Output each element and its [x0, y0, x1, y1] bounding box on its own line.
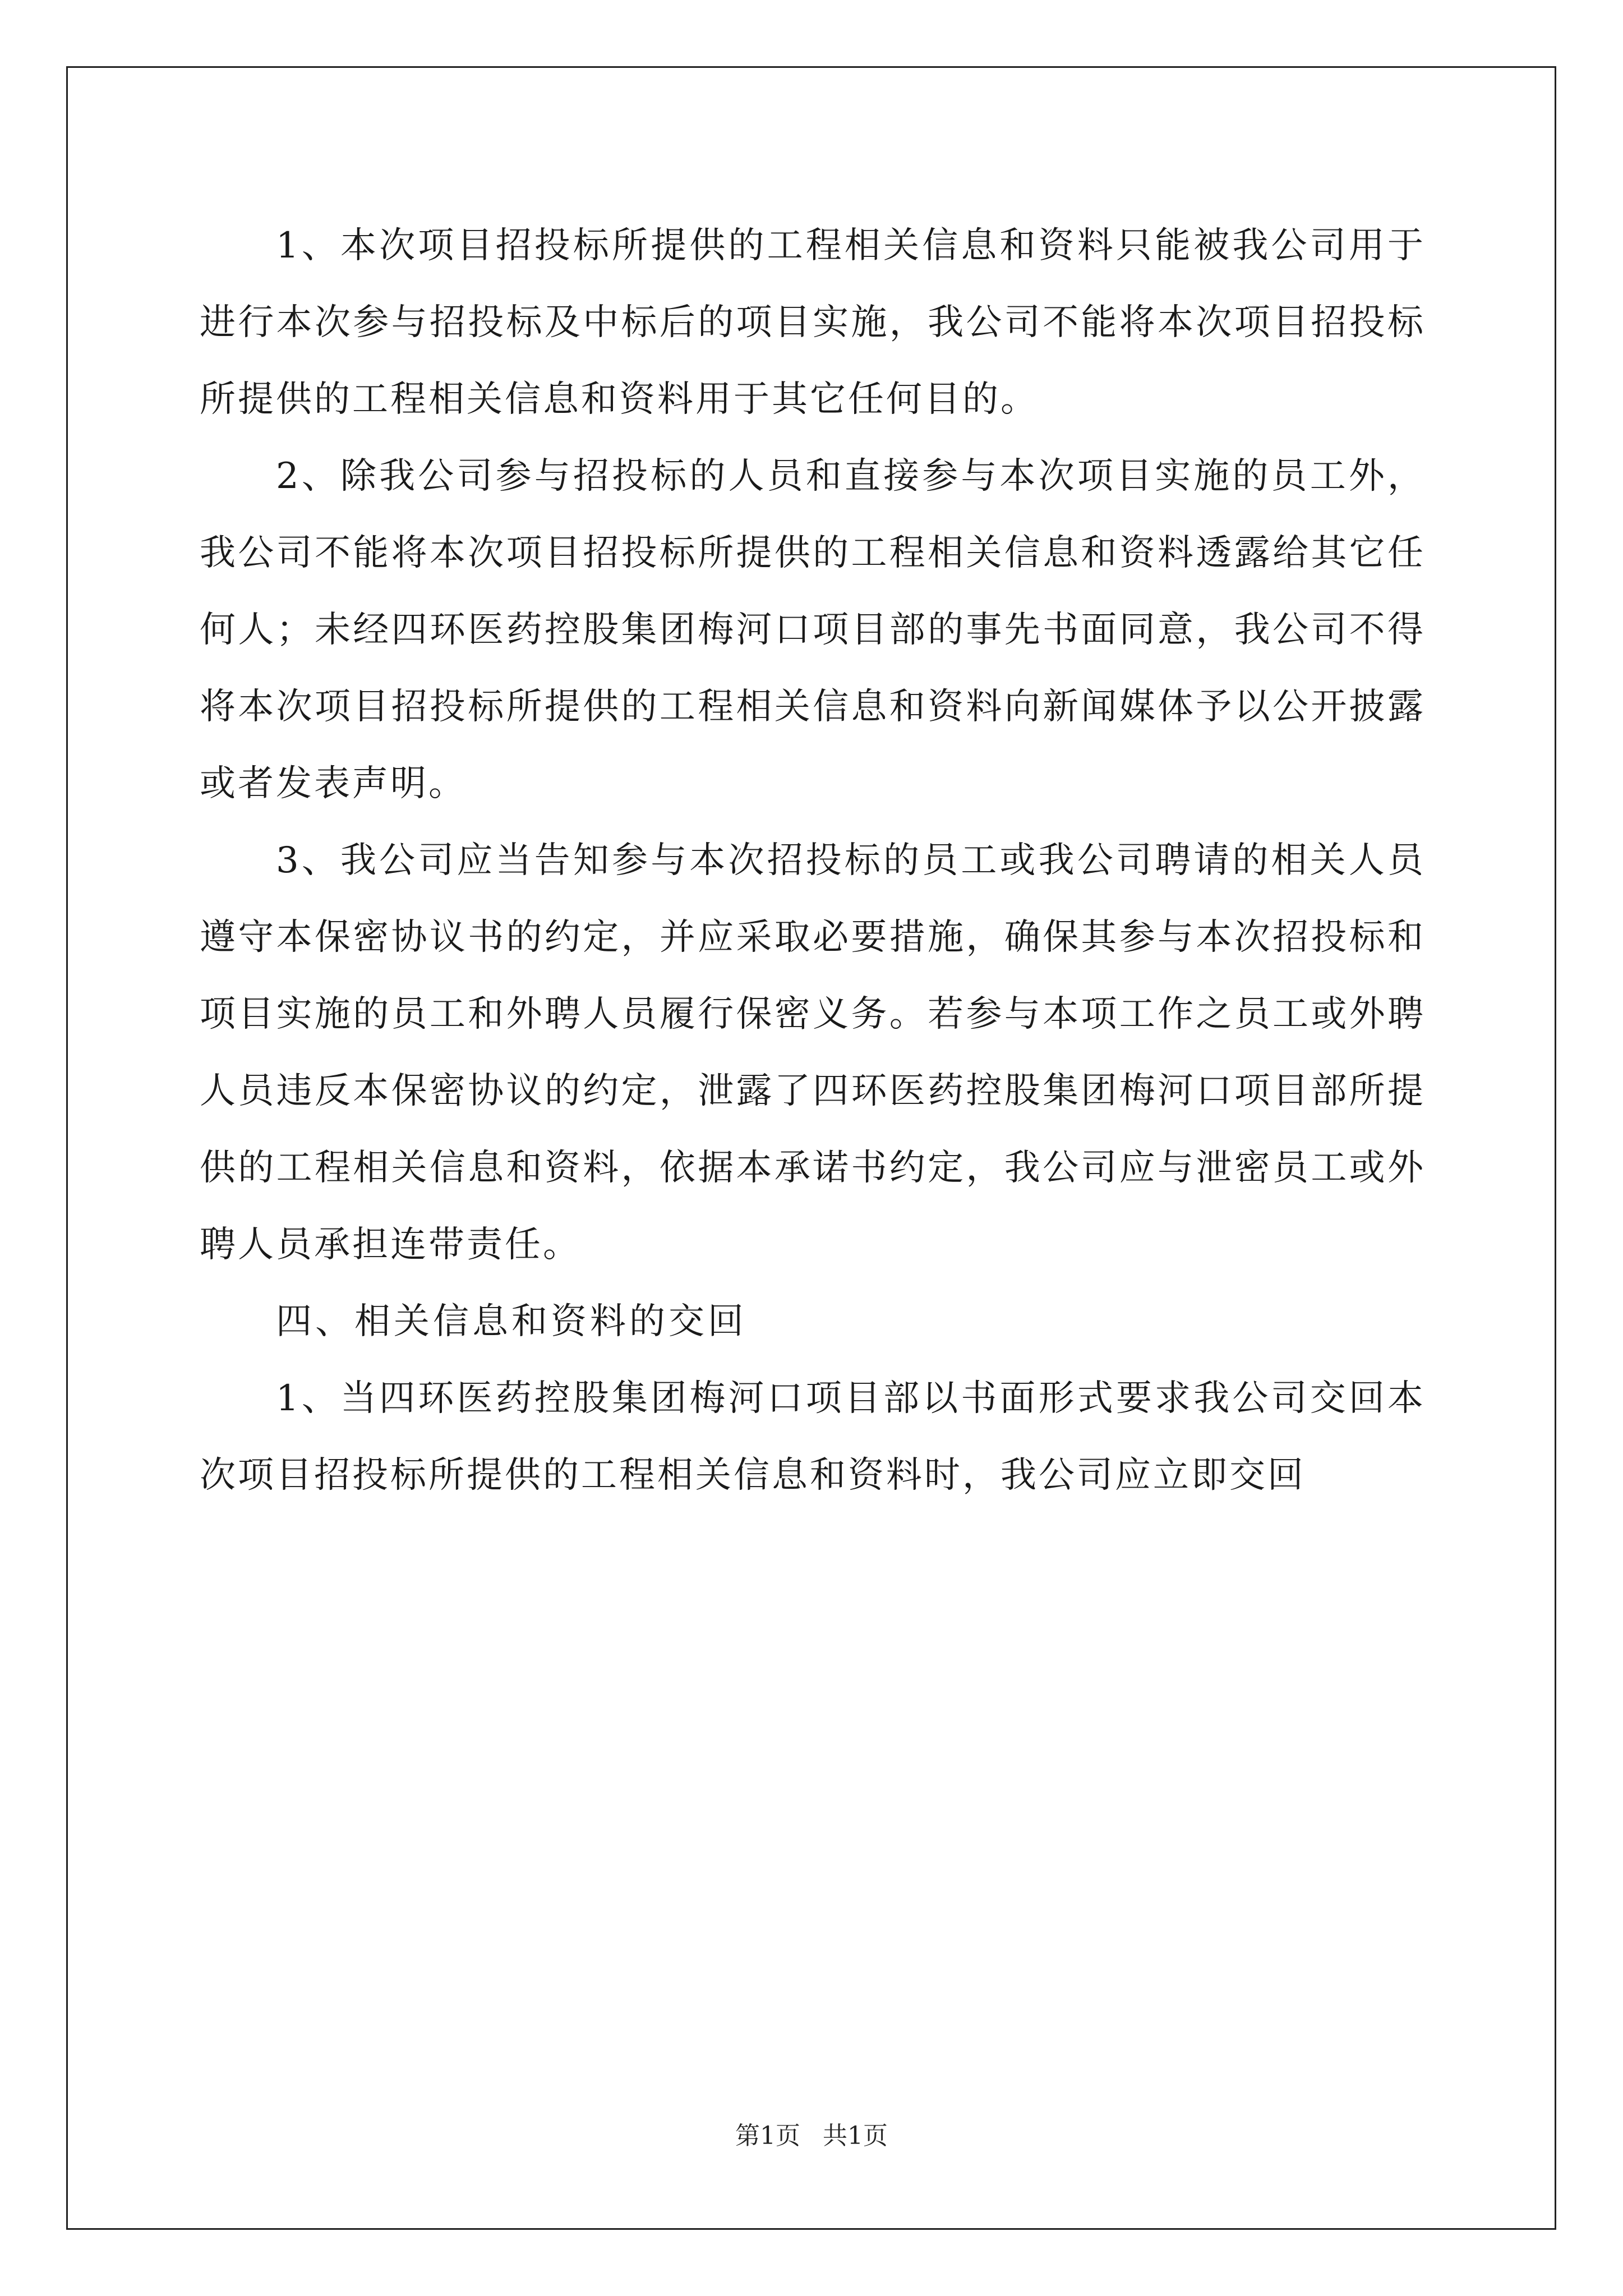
- paragraph-return-clause-1: 1、当四环医药控股集团梅河口项目部以书面形式要求我公司交回本次项目招投标所提供的工程相关信息和资料时，我公司应立即交回: [200, 1378, 1426, 1496]
- paragraph-clause-1: 1、本次项目招投标所提供的工程相关信息和资料只能被我公司用于进行本次参与招投标及中标后的项目实施，我公司不能将本次项目招投标所提供的工程相关信息和资料用于其它任何目的。: [200, 225, 1426, 420]
- page-number: 第1页: [735, 2122, 800, 2150]
- paragraph-clause-3: 3、我公司应当告知参与本次招投标的员工或我公司聘请的相关人员遵守本保密协议书的约定，并应采取必要措施，确保其参与本次招投标和项目实施的员工和外聘人员履行保密义务。若参与本项工作之员工或外聘人员违反本保密协议的约定，泄露了四环医药控股集团梅河口项目部所提供的工程相关信息和资料，依据本承诺书约定，我公司应与泄密员工或外聘人员承担连带责任。: [200, 840, 1426, 1266]
- section-heading-return-materials: 四、相关信息和资料的交回: [276, 1301, 747, 1342]
- document-body: [200, 208, 1426, 1514]
- page-total: 共1页: [823, 2122, 888, 2150]
- page-footer: [0, 2119, 1623, 2153]
- paragraph-clause-2: 2、除我公司参与招投标的人员和直接参与本次项目实施的员工外，我公司不能将本次项目招投标所提供的工程相关信息和资料透露给其它任何人；未经四环医药控股集团梅河口项目部的事先书面同意，我公司不得将本次项目招投标所提供的工程相关信息和资料向新闻媒体予以公开披露或者发表声明。: [200, 455, 1426, 804]
